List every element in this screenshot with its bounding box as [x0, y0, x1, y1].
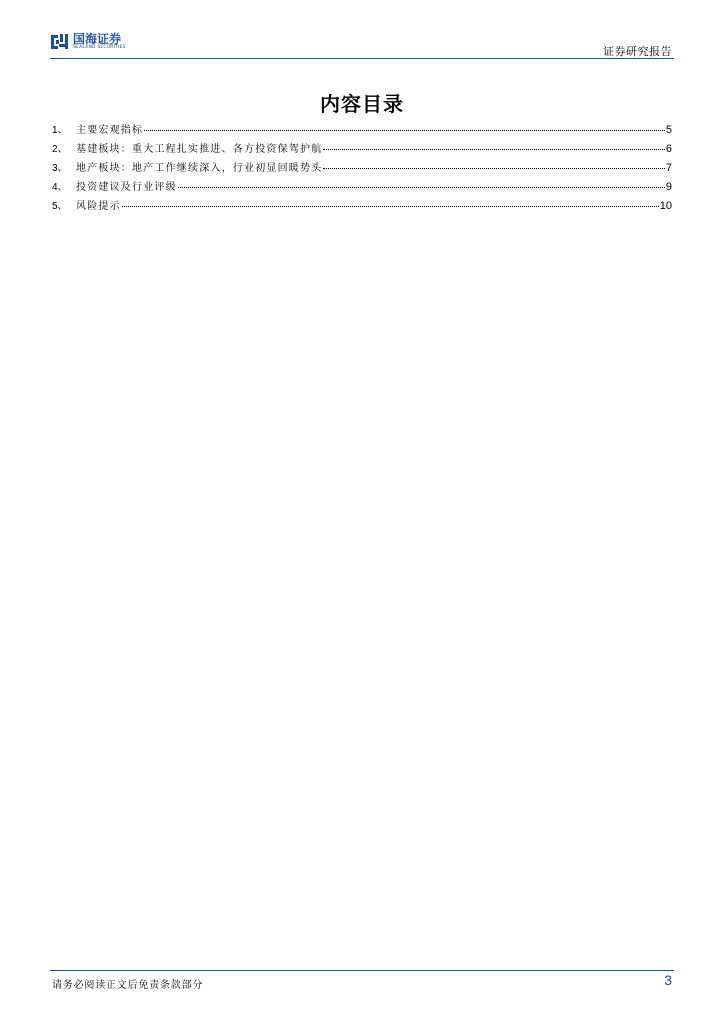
footer-disclaimer: 请务必阅读正文后免责条款部分 [52, 980, 204, 991]
toc-title: 内容目录 [320, 92, 404, 116]
toc-entry-page: 10 [659, 200, 672, 212]
toc-dot-leader [178, 187, 665, 188]
toc-entry-number: 1、 [52, 125, 68, 136]
toc-entry-page: 6 [665, 143, 672, 155]
footer-divider [50, 970, 674, 971]
toc-entry-number: 5、 [52, 201, 68, 212]
toc-entry[interactable] [52, 121, 672, 140]
header-divider [50, 58, 674, 59]
toc-entry[interactable] [52, 197, 672, 216]
toc-dot-leader [144, 130, 665, 131]
toc-entry-page: 5 [665, 124, 672, 136]
toc-entry-page: 7 [665, 162, 672, 174]
toc-dot-leader [323, 149, 664, 150]
page-number: 3 [664, 972, 672, 988]
sealand-logo-icon [50, 32, 70, 52]
company-logo [50, 32, 126, 52]
toc-entry-label: 基建板块：重大工程扎实推进、各方投资保驾护航 [76, 144, 323, 155]
toc-entry-number: 4、 [52, 182, 68, 193]
toc-dot-leader [323, 168, 664, 169]
table-of-contents [52, 121, 672, 216]
toc-entry-label: 投资建议及行业评级 [76, 182, 177, 193]
report-type-label: 证券研究报告 [603, 45, 672, 58]
toc-entry[interactable] [52, 159, 672, 178]
toc-dot-leader [122, 206, 659, 207]
logo-name-cn: 国海证券 [73, 32, 122, 47]
toc-entry-label: 风险提示 [76, 201, 121, 212]
toc-entry[interactable] [52, 140, 672, 159]
page-header [50, 30, 674, 60]
toc-entry-page: 9 [665, 181, 672, 193]
toc-entry-label: 主要宏观指标 [76, 125, 144, 136]
toc-entry-number: 3、 [52, 163, 68, 174]
toc-entry[interactable] [52, 178, 672, 197]
logo-name-en: SEALAND SECURITIES [73, 45, 126, 51]
toc-entry-label: 地产板块：地产工作继续深入，行业初显回暖势头 [76, 163, 323, 174]
toc-entry-number: 2、 [52, 144, 68, 155]
